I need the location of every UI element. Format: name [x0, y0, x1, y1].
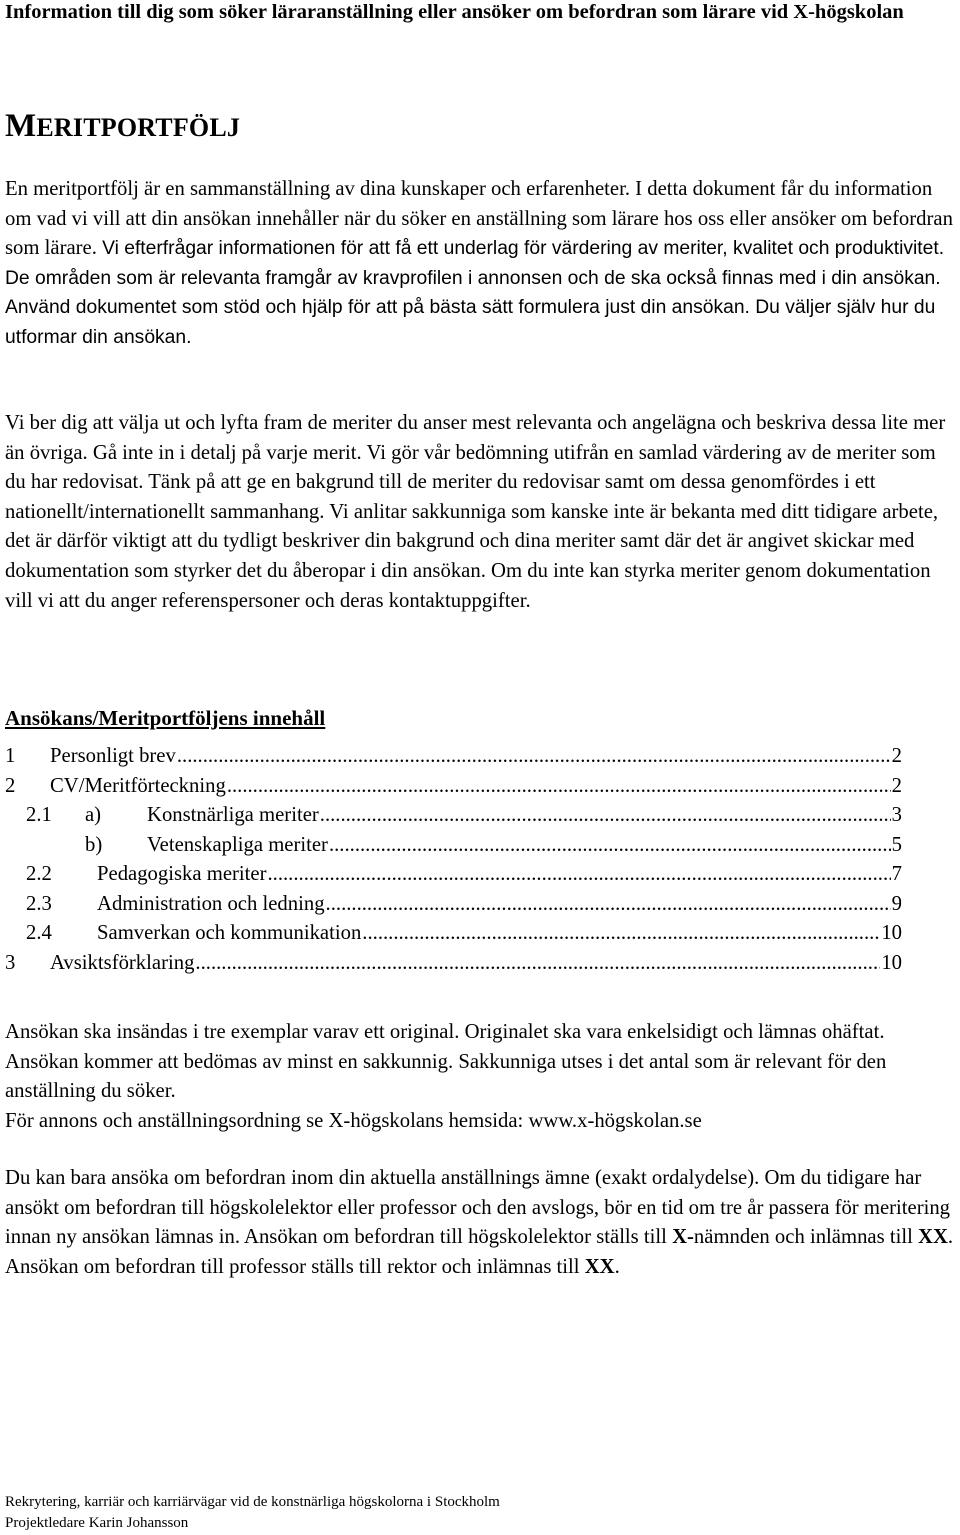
submission-line1: Ansökan ska insändas i tre exemplar varav ett original. Originalet ska vara enkelsidigt och lämnas ohäftat. Ansökan kommer att bedömas av minst en sakkunnig. Sakkunniga utses i det antal som är relevant för den anställning du söker.: [5, 1021, 887, 1103]
table-of-contents: [5, 742, 902, 978]
section-heading: [5, 104, 240, 150]
toc-entry[interactable]: [5, 919, 902, 949]
toc-entry-label: Avsiktsförklaring: [50, 951, 195, 974]
toc-entry-leader: [227, 772, 891, 802]
guidance-paragraph: Vi ber dig att välja ut och lyfta fram de meriter du anser mest relevanta och angelägna och beskriva dessa lite mer än övriga. Gå inte in i detalj på varje merit. Vi gör vår bedömning utifrån en samlad värdering av de meriter som du har redovisat. Tänk på att ge en bakgrund till de meriter du redovisar samt om dessa genomfördes i ett nationellt/internationellt sammanhang. Vi anlitar sakkunniga som kanske inte är bekanta med ditt tidigare arbete, det är därför viktigt att du tydligt beskriver din bakgrund och dina meriter samt där det är angivet skickar med dokumentation som styrker det du åberopar i din ansökan. Om du inte kan styrka meriter genom dokumentation vill vi att du anger referenspersoner och deras kontaktuppgifter.: [5, 412, 946, 612]
toc-entry-label: Administration och ledning: [97, 892, 325, 915]
toc-entry-subletter: b): [85, 833, 103, 856]
toc-entry-label: Vetenskapliga meriter: [147, 833, 328, 856]
toc-entry-number: 2.2: [26, 863, 52, 885]
intro-part1: En meritportfölj är en sammanställning av dina kunskaper och erfarenheter. I detta dokument får du information om vad vi vill att din ansökan innehåller när du söker en anställning som lärare hos oss eller ansöker om befordran som lärare.: [5, 178, 953, 260]
toc-entry[interactable]: [5, 772, 902, 802]
promotion-bold3: XX: [584, 1255, 615, 1278]
toc-entry-number: 2.4: [26, 922, 52, 944]
toc-entry-label: Samverkan och kommunikation: [97, 922, 362, 944]
heading-initial: M: [5, 108, 37, 144]
toc-entry-leader: [362, 919, 880, 949]
toc-entry[interactable]: [5, 831, 902, 861]
submission-line2: För annons och anställningsordning se X-högskolans hemsida: www.x-högskolan.se: [5, 1109, 702, 1132]
toc-entry-leader: [320, 801, 891, 831]
toc-entry-leader: [329, 831, 891, 861]
toc-entry[interactable]: [5, 860, 902, 890]
toc-entry-page: 10: [881, 922, 902, 944]
promotion-bold2: XX: [918, 1226, 948, 1249]
toc-entry-number: 2: [5, 774, 16, 797]
toc-entry-leader: [326, 890, 891, 920]
toc-entry-page: 3: [891, 804, 902, 826]
footer-line1: Rekrytering, karriär och karriärvägar vid de konstnärliga högskolorna i Stockholm: [5, 1494, 500, 1510]
toc-entry-number: 2.1: [26, 804, 52, 826]
toc-entry-subletter: a): [85, 804, 102, 826]
toc-entry[interactable]: [5, 890, 902, 920]
toc-entry-page: 5: [891, 833, 902, 856]
toc-entry-number: 1: [5, 745, 16, 767]
toc-entry[interactable]: [5, 801, 902, 831]
document-title: Information till dig som söker läraranställning eller ansöker om befordran som lärare vid X-högskolan: [5, 1, 904, 23]
toc-entry-number: 3: [5, 951, 16, 974]
toc-entry-page: 7: [891, 863, 902, 885]
promotion-text1: Du kan bara ansöka om befordran inom din aktuella anställnings ämne (exakt ordalydelse). Om du tidigare har ansökt om befordran till högskolelektor eller professor och den avslogs, bör en tid om tre år passera för meritering innan ny ansökan lämnas in. Ansökan om befordran till högskolelektor ställs till: [5, 1167, 951, 1249]
toc-entry[interactable]: [5, 949, 902, 979]
toc-entry-label: Personligt brev: [50, 745, 176, 767]
toc-entry-label: Pedagogiska meriter: [97, 863, 267, 885]
page-footer: [5, 1492, 500, 1534]
promotion-text3: . Ansökan om befordran till professor ställs till rektor och inlämnas till: [5, 1226, 954, 1278]
toc-entry-leader: [195, 949, 880, 979]
intro-part2: Vi efterfrågar informationen för att få ett underlag för värdering av meriter, kvalitet och produktivitet. De områden som är relevanta framgår av kravprofilen i annonsen och de ska också finnas med i din ansökan. Använd dokumentet som stöd och hjälp för att på bästa sätt formulera just din ansökan. Du väljer själv hur du utformar din ansökan.: [5, 238, 945, 348]
submission-paragraph: [5, 1018, 960, 1136]
toc-entry-leader: [177, 742, 891, 772]
intro-paragraph: [5, 175, 960, 353]
toc-entry-page: 9: [891, 892, 902, 915]
toc-entry-label: Konstnärliga meriter: [147, 804, 319, 826]
promotion-bold1: X-: [672, 1226, 694, 1249]
toc-entry-number: 2.3: [26, 892, 52, 915]
heading-rest: ERITPORTFÖLJ: [36, 113, 241, 142]
toc-entry-page: 10: [881, 951, 902, 974]
footer-line2: Projektledare Karin Johansson: [5, 1515, 189, 1531]
toc-entry-leader: [267, 860, 890, 890]
toc-entry-page: 2: [891, 745, 902, 767]
toc-entry-page: 2: [891, 774, 902, 797]
promotion-paragraph: [5, 1164, 960, 1282]
toc-title: Ansökans/Meritportföljens innehåll: [5, 706, 326, 730]
toc-entry[interactable]: [5, 742, 902, 772]
promotion-text4: .: [614, 1255, 620, 1278]
toc-entry-label: CV/Meritförteckning: [50, 774, 226, 797]
promotion-text2: nämnden och inlämnas till: [693, 1226, 918, 1249]
